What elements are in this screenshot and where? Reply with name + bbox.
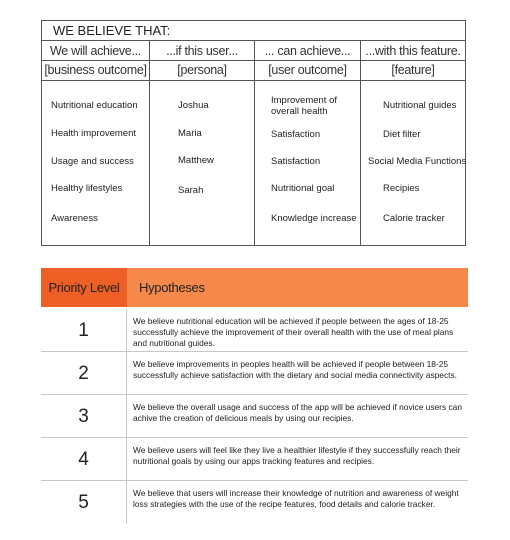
- column-business-outcome: [42, 41, 149, 245]
- column-heading: ... can achieve...: [255, 41, 360, 61]
- list-item: Nutritional guides: [383, 100, 457, 111]
- column-subheading: [persona]: [177, 63, 227, 77]
- list-item: Joshua: [178, 100, 209, 111]
- table-row: [41, 481, 468, 524]
- priority-level-heading: Priority Level: [41, 268, 127, 307]
- table-row: [41, 438, 468, 481]
- priority-number: 3: [41, 395, 127, 437]
- list-item: Improvement of overall health: [271, 95, 337, 117]
- priority-number: 2: [41, 352, 127, 394]
- belief-table-title: WE BELIEVE THAT:: [42, 21, 465, 41]
- priority-table-header: [41, 268, 468, 307]
- hypothesis-text: We believe users will feel like they live a healthier lifestyle if they successfully reach their nutritional goals by using our apps tracking features and recipies.: [133, 445, 461, 466]
- list-item: Matthew: [178, 155, 214, 166]
- table-row: [41, 309, 468, 352]
- list-item: Awareness: [51, 213, 98, 224]
- list-item: Diet filter: [383, 129, 421, 140]
- table-row: [41, 352, 468, 395]
- priority-number: 4: [41, 438, 127, 480]
- column-heading: ...with this feature.: [361, 41, 465, 61]
- list-item: Knowledge increase: [271, 213, 357, 224]
- column-feature: [360, 41, 465, 245]
- hypothesis-text: We believe improvements in peoples health will be achieved if people between 18-25 successfully achieve satisfaction with the dietary and social media connectivity aspects.: [133, 359, 457, 380]
- column-subheading: [feature]: [391, 63, 435, 77]
- column-persona: [149, 41, 254, 245]
- table-row: [41, 395, 468, 438]
- column-subheading: [business outcome]: [44, 63, 147, 77]
- belief-table: [41, 20, 466, 246]
- list-item: Usage and success: [51, 156, 134, 167]
- list-item: Maria: [178, 128, 202, 139]
- column-heading: We will achieve...: [42, 41, 149, 61]
- priority-number: 1: [41, 309, 127, 351]
- column-subheading: [user outcome]: [268, 63, 347, 77]
- list-item: Calorie tracker: [383, 213, 445, 224]
- list-item: Health improvement: [51, 128, 137, 139]
- priority-table: [41, 309, 468, 524]
- list-item: Nutritional goal: [271, 183, 335, 194]
- list-item: Social Media Functions: [368, 156, 467, 167]
- list-item: Recipies: [383, 183, 420, 194]
- list-item: Satisfaction: [271, 156, 321, 167]
- column-user-outcome: [254, 41, 360, 245]
- hypotheses-heading: Hypotheses: [127, 268, 468, 307]
- list-item: Satisfaction: [271, 129, 321, 140]
- column-heading: ...if this user...: [150, 41, 254, 61]
- list-item: Sarah: [178, 185, 204, 196]
- list-item: Healthy lifestyles: [51, 183, 123, 194]
- priority-number: 5: [41, 481, 127, 524]
- hypothesis-text: We believe the overall usage and success of the app will be achieved if novice users can achive the creation of delicious meals by using our recipies.: [133, 402, 462, 423]
- hypothesis-text: We believe that users will increase their knowledge of nutrition and awareness of weight loss strategies with the use of the recipe features, food details and calorie tracker.: [133, 488, 459, 509]
- hypothesis-text: We believe nutritional education will be achieved if people between the ages of 18-25 successfully achieve the improvement of their overall health with the use of meal plans and nutritional guides.: [133, 316, 454, 348]
- list-item: Nutritional education: [51, 100, 138, 111]
